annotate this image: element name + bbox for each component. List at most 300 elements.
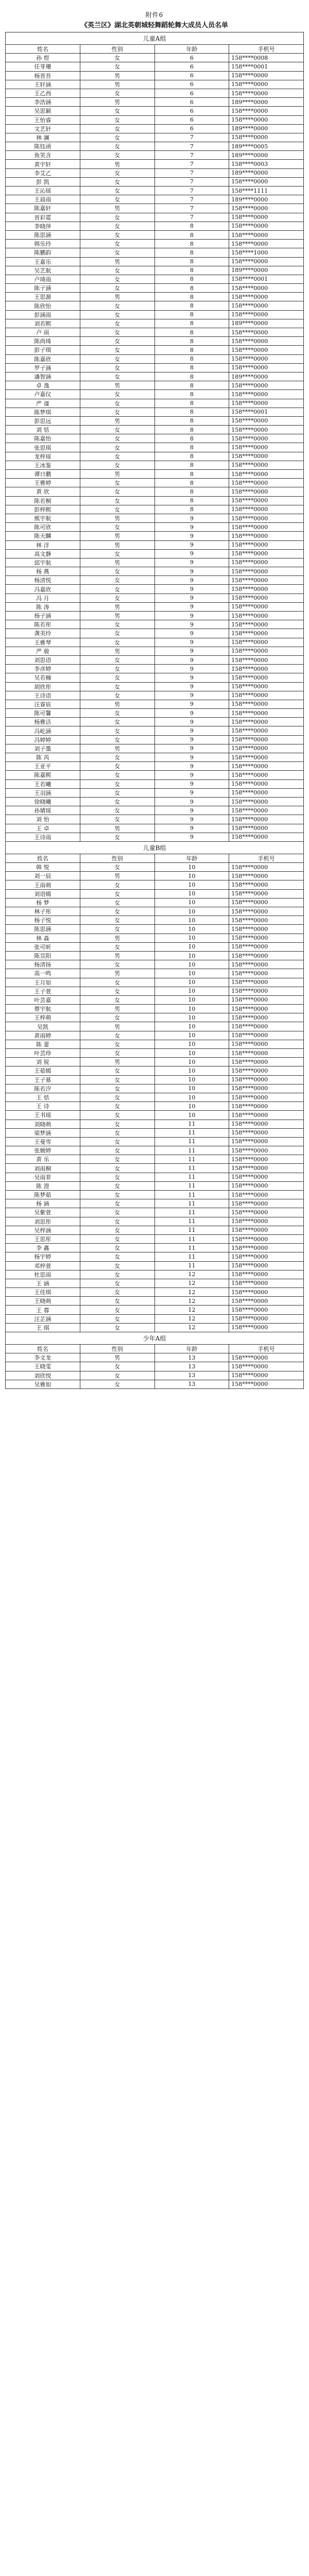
table-row [6,567,304,576]
member-gender: 女 [80,1164,154,1173]
member-phone: 158****0000 [229,257,304,266]
member-age: 8 [154,381,229,390]
member-gender: 男 [80,416,154,425]
member-age: 8 [154,328,229,337]
table-row [6,969,304,978]
member-name: 杨清扬 [6,960,80,969]
table-row [6,523,304,532]
member-gender: 女 [80,1137,154,1146]
column-header-name: 姓名 [6,854,80,862]
member-name: 王雅婷 [6,479,80,487]
table-row [6,907,304,916]
table-row [6,142,304,151]
member-phone: 158****0000 [229,328,304,337]
member-name: 卢琦雨 [6,275,80,283]
table-row [6,726,304,735]
member-name: 王子萱 [6,987,80,995]
member-gender: 女 [80,1217,154,1226]
member-phone: 158****0000 [229,1270,304,1279]
member-phone: 158****0000 [229,779,304,788]
member-phone: 158****0000 [229,434,304,443]
member-phone: 158****0001 [229,275,304,283]
member-name: 叶芸珍 [6,1049,80,1058]
member-age: 9 [154,532,229,540]
member-gender: 女 [80,505,154,514]
member-name: 杜思雨 [6,1270,80,1279]
member-age: 9 [154,788,229,797]
member-phone: 158****0000 [229,399,304,408]
member-name: 谭日鹏 [6,470,80,479]
column-header-name: 姓名 [6,45,80,54]
member-age: 9 [154,806,229,815]
member-phone: 158****0000 [229,1155,304,1164]
member-gender: 女 [80,142,154,151]
member-phone: 158****0000 [229,363,304,372]
table-row [6,1181,304,1190]
member-phone: 158****0000 [229,762,304,771]
member-age: 9 [154,700,229,708]
member-name: 陈欣怡 [6,301,80,310]
table-row [6,187,304,195]
member-age: 8 [154,408,229,416]
member-name: 林 澜 [6,133,80,142]
member-name: 刘 怡 [6,815,80,824]
member-name: 陈思涵 [6,230,80,239]
member-phone: 158****0000 [229,470,304,479]
member-phone: 158****0000 [229,576,304,585]
table-row [6,594,304,602]
member-name: 王 卓 [6,824,80,833]
member-age: 13 [154,1362,229,1371]
member-age: 11 [154,1217,229,1226]
table-row [6,797,304,806]
member-name: 彭子琪 [6,346,80,354]
member-name: 刘语嫣 [6,889,80,898]
member-gender: 女 [80,779,154,788]
member-phone: 189****0000 [229,195,304,204]
member-gender: 女 [80,275,154,283]
member-age: 8 [154,354,229,363]
member-age: 8 [154,390,229,399]
member-phone: 158****0000 [229,1288,304,1297]
column-header-phone: 手机号 [229,45,304,54]
member-gender: 女 [80,213,154,222]
member-age: 11 [154,1128,229,1137]
member-age: 10 [154,1022,229,1031]
member-name: 黄 欣 [6,487,80,496]
member-age: 8 [154,240,229,248]
table-row [6,916,304,925]
member-name: 冯婷婷 [6,735,80,744]
table-row [6,346,304,354]
member-age: 9 [154,824,229,833]
table-row [6,470,304,479]
member-name: 王佳琪 [6,1288,80,1297]
member-phone: 189****0000 [229,124,304,133]
member-name: 熊宇航 [6,514,80,522]
member-gender: 女 [80,177,154,186]
member-name: 王 恬 [6,1093,80,1101]
member-phone: 158****0000 [229,594,304,602]
member-phone: 189****0000 [229,372,304,381]
member-phone: 158****0000 [229,691,304,700]
member-name: 刘若熙 [6,319,80,328]
member-age: 12 [154,1323,229,1332]
member-age: 9 [154,673,229,682]
member-phone: 158****0000 [229,960,304,969]
member-age: 11 [154,1244,229,1252]
member-name: 王怡睿 [6,115,80,124]
member-gender: 女 [80,496,154,505]
member-age: 13 [154,1371,229,1380]
member-age: 11 [154,1164,229,1173]
member-phone: 158****0000 [229,638,304,647]
table-row [6,1252,304,1261]
member-gender: 男 [80,204,154,213]
member-age: 9 [154,594,229,602]
table-row [6,124,304,133]
member-gender: 女 [80,89,154,97]
column-header-gender: 性别 [80,1345,154,1353]
member-phone: 158****0000 [229,461,304,469]
member-age: 11 [154,1252,229,1261]
table-row [6,168,304,177]
member-phone: 158****0000 [229,1208,304,1217]
table-row [6,691,304,700]
member-phone: 158****0000 [229,1234,304,1243]
member-age: 7 [154,133,229,142]
table-row [6,1084,304,1093]
member-gender: 女 [80,889,154,898]
member-name: 王晓萌 [6,1297,80,1306]
member-age: 9 [154,585,229,594]
member-name: 杨 燕 [6,567,80,576]
member-age: 9 [154,647,229,655]
member-name: 王 琪 [6,1323,80,1332]
member-phone: 158****0000 [229,863,304,872]
member-age: 13 [154,1353,229,1362]
member-age: 10 [154,951,229,960]
member-phone: 158****0000 [229,230,304,239]
table-row [6,337,304,346]
member-name: 卓 逸 [6,381,80,390]
column-header-gender: 性别 [80,45,154,54]
member-name: 彭梓熙 [6,505,80,514]
member-phone: 158****0000 [229,558,304,567]
member-age: 8 [154,399,229,408]
member-name: 李晓萍 [6,222,80,230]
member-gender: 女 [80,1084,154,1093]
member-age: 9 [154,797,229,806]
member-name: 王嘉乐 [6,257,80,266]
member-name: 王月如 [6,978,80,987]
member-age: 7 [154,177,229,186]
member-gender: 女 [80,523,154,532]
member-phone: 158****0000 [229,479,304,487]
member-phone: 158****0000 [229,1217,304,1226]
member-gender: 女 [80,328,154,337]
member-age: 8 [154,266,229,275]
member-gender: 女 [80,995,154,1004]
member-age: 10 [154,880,229,889]
member-phone: 158****0000 [229,788,304,797]
member-name: 李浩涵 [6,98,80,107]
member-name: 彭涵雨 [6,310,80,319]
member-phone: 158****0000 [229,735,304,744]
member-age: 13 [154,1380,229,1388]
table-row [6,1173,304,1181]
member-age: 7 [154,187,229,195]
member-name: 任芽珊 [6,62,80,71]
member-gender: 女 [80,107,154,115]
member-name: 王雨萌 [6,880,80,889]
member-age: 9 [154,638,229,647]
member-gender: 女 [80,1314,154,1323]
member-name: 文艺轩 [6,124,80,133]
member-age: 7 [154,151,229,160]
table-row [6,788,304,797]
member-gender: 女 [80,1306,154,1314]
member-age: 9 [154,620,229,629]
table-row [6,1093,304,1101]
member-phone: 158****0000 [229,602,304,611]
member-gender: 男 [80,700,154,708]
member-gender: 女 [80,1066,154,1075]
table-row [6,1120,304,1128]
member-age: 9 [154,514,229,522]
member-age: 10 [154,1066,229,1075]
member-age: 9 [154,691,229,700]
member-gender: 女 [80,1075,154,1084]
member-age: 9 [154,576,229,585]
table-row [6,1128,304,1137]
member-gender: 男 [80,558,154,567]
member-name: 陈尚琦 [6,337,80,346]
member-name: 陈梦茹 [6,1191,80,1199]
member-gender: 男 [80,293,154,301]
member-gender: 女 [80,319,154,328]
member-gender: 男 [80,71,154,80]
table-row [6,1208,304,1217]
member-name: 王晨雨 [6,195,80,204]
member-name: 陈若桐 [6,496,80,505]
member-phone: 158****0000 [229,354,304,363]
table-row [6,1279,304,1287]
member-age: 8 [154,301,229,310]
member-gender: 女 [80,1261,154,1270]
member-phone: 158****0000 [229,1022,304,1031]
member-gender: 女 [80,771,154,779]
member-age: 9 [154,735,229,744]
table-row [6,222,304,230]
table-row [6,744,304,753]
member-name: 罗子涵 [6,363,80,372]
member-gender: 女 [80,124,154,133]
member-phone: 158****0000 [229,1261,304,1270]
member-gender: 女 [80,673,154,682]
table-row [6,452,304,461]
member-age: 7 [154,204,229,213]
table-row [6,978,304,987]
member-phone: 158****0000 [229,523,304,532]
member-name: 汪睿宸 [6,700,80,708]
member-phone: 158****0000 [229,1226,304,1234]
member-phone: 158****0000 [229,71,304,80]
table-row [6,1111,304,1120]
member-phone: 158****0000 [229,301,304,310]
table-row [6,213,304,222]
member-age: 11 [154,1226,229,1234]
table-row [6,195,304,204]
member-name: 李 鑫 [6,1244,80,1252]
table-row [6,1013,304,1022]
member-gender: 女 [80,1297,154,1306]
member-name: 王乙西 [6,89,80,97]
table-row [6,549,304,558]
member-gender: 女 [80,709,154,718]
member-age: 7 [154,142,229,151]
table-row [6,1261,304,1270]
member-name: 梁梦涵 [6,1128,80,1137]
member-gender: 女 [80,1199,154,1208]
member-gender: 男 [80,1058,154,1066]
member-name: 陈嘉轩 [6,204,80,213]
table-row [6,107,304,115]
member-name: 黄雨婷 [6,1031,80,1040]
member-name: 王羽涵 [6,788,80,797]
member-name: 王思彤 [6,1234,80,1243]
member-age: 10 [154,863,229,872]
member-gender: 女 [80,978,154,987]
member-name: 黄 乐 [6,1155,80,1164]
member-phone: 158****0000 [229,934,304,942]
table-row [6,230,304,239]
member-phone: 158****0000 [229,872,304,880]
member-name: 王思源 [6,293,80,301]
member-gender: 女 [80,1288,154,1297]
member-name: 王曼雪 [6,1137,80,1146]
member-gender: 女 [80,337,154,346]
table-row [6,204,304,213]
member-name: 晋彩霓 [6,213,80,222]
roster-table [5,32,304,1389]
member-gender: 女 [80,133,154,142]
member-gender: 女 [80,1234,154,1243]
member-age: 6 [154,71,229,80]
member-name: 吴紫萱 [6,1208,80,1217]
member-age: 10 [154,969,229,978]
table-row [6,89,304,97]
member-age: 8 [154,257,229,266]
member-gender: 女 [80,1040,154,1048]
member-name: 邱宇航 [6,558,80,567]
member-gender: 女 [80,576,154,585]
member-gender: 男 [80,934,154,942]
member-gender: 女 [80,1226,154,1234]
member-phone: 158****0000 [229,1279,304,1287]
member-gender: 女 [80,620,154,629]
table-row [6,1306,304,1314]
table-row [6,824,304,833]
member-gender: 女 [80,187,154,195]
table-row [6,898,304,907]
table-row [6,1005,304,1013]
member-phone: 158****0000 [229,1323,304,1332]
member-gender: 女 [80,1128,154,1137]
member-phone: 158****0000 [229,390,304,399]
member-gender: 女 [80,585,154,594]
table-row [6,284,304,293]
member-age: 9 [154,540,229,549]
member-phone: 158****0008 [229,54,304,62]
member-gender: 女 [80,863,154,872]
member-phone: 158****0000 [229,532,304,540]
member-gender: 女 [80,1093,154,1101]
member-name: 刘思彤 [6,1217,80,1226]
table-row [6,1380,304,1388]
member-age: 11 [154,1120,229,1128]
member-phone: 158****0000 [229,240,304,248]
member-phone: 158****0000 [229,1049,304,1058]
member-name: 刘思语 [6,655,80,664]
member-phone: 158****0000 [229,204,304,213]
member-age: 11 [154,1234,229,1243]
member-name: 张思琪 [6,443,80,452]
member-name: 吴雨菲 [6,1173,80,1181]
column-header-row [6,1345,304,1353]
member-age: 10 [154,995,229,1004]
member-gender: 女 [80,815,154,824]
member-gender: 女 [80,806,154,815]
member-age: 6 [154,54,229,62]
member-age: 9 [154,762,229,771]
member-gender: 男 [80,647,154,655]
member-name: 彭 凯 [6,177,80,186]
table-row [6,815,304,824]
member-name: 韩 悦 [6,863,80,872]
table-row [6,585,304,594]
member-phone: 158****0000 [229,1102,304,1111]
member-phone: 158****0000 [229,655,304,664]
member-name: 刘晓萌 [6,1120,80,1128]
member-name: 陈 蕾 [6,1040,80,1048]
member-phone: 158****0000 [229,1146,304,1155]
member-name: 徐晓曦 [6,797,80,806]
member-phone: 158****0001 [229,408,304,416]
table-row [6,1270,304,1279]
table-row [6,540,304,549]
member-age: 6 [154,98,229,107]
table-row [6,880,304,889]
table-row [6,1191,304,1199]
member-phone: 158****0000 [229,612,304,620]
member-gender: 女 [80,310,154,319]
member-age: 9 [154,753,229,762]
member-age: 10 [154,1075,229,1084]
member-name: 陈可欣 [6,523,80,532]
table-row [6,1155,304,1164]
member-name: 黄宇轩 [6,160,80,168]
member-phone: 158****0000 [229,1013,304,1022]
member-gender: 女 [80,346,154,354]
table-row [6,665,304,673]
member-phone: 158****0000 [229,177,304,186]
column-header-age: 年龄 [154,1345,229,1353]
member-name: 吴梓涵 [6,1226,80,1234]
member-gender: 男 [80,540,154,549]
member-phone: 158****0000 [229,540,304,549]
member-age: 10 [154,907,229,916]
